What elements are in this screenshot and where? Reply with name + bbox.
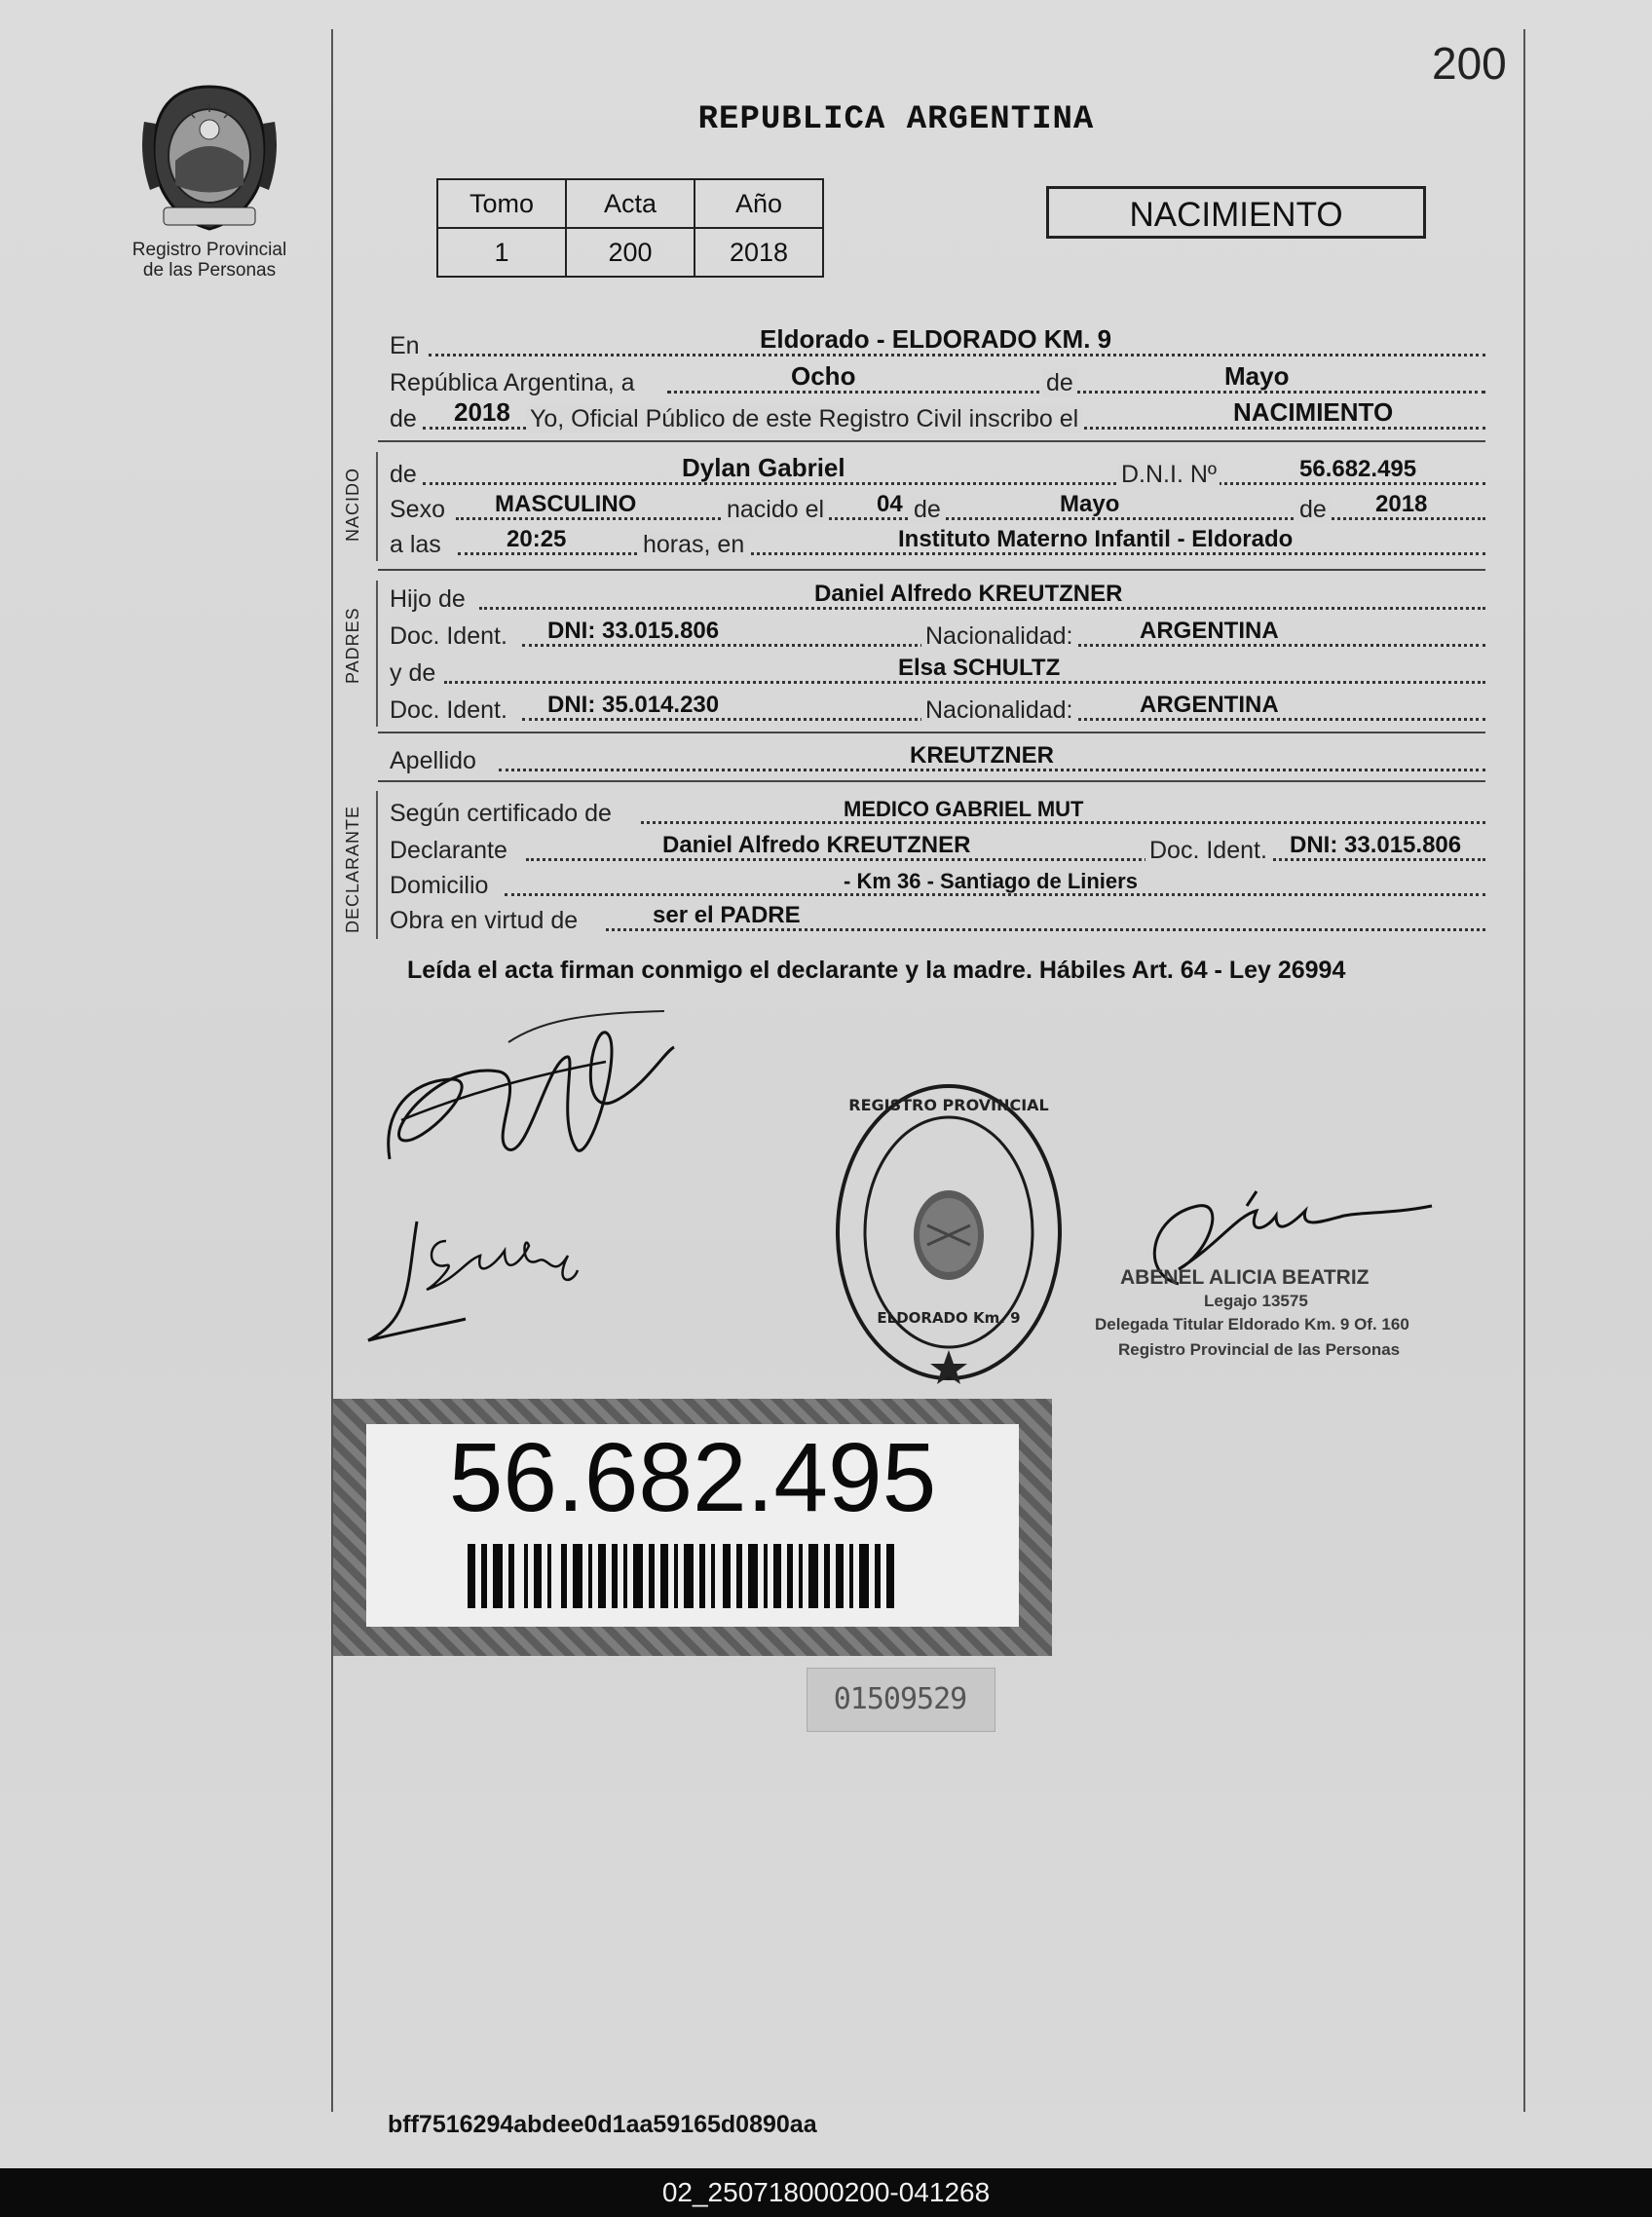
declarante-row-address (390, 867, 1485, 902)
place-value: Eldorado - ELDORADO KM. 9 (760, 324, 1112, 354)
padres-row-father (390, 581, 1485, 616)
declarante-row-cert (390, 795, 1485, 830)
reason-value: ser el PADRE (653, 902, 801, 928)
intro-row-year (390, 397, 1485, 435)
label-inscribo: Yo, Oficial Público de este Registro Civil inscribo el (526, 405, 1082, 433)
logo-caption-line2: de las Personas (142, 260, 277, 281)
label-declarante: Declarante (390, 837, 507, 864)
label-doc-ident: Doc. Ident. (1145, 837, 1271, 865)
label-apellido: Apellido (390, 747, 476, 774)
registry-header-tomo: Tomo (437, 179, 566, 228)
month-value: Mayo (1224, 361, 1290, 391)
sex-value: MASCULINO (495, 491, 637, 517)
label-nacionalidad: Nacionalidad: (921, 622, 1077, 651)
birth-month-value: Mayo (1060, 491, 1120, 517)
mother-signature (358, 1212, 582, 1344)
nacido-row-name (390, 453, 1485, 491)
label-sexo: Sexo (390, 496, 445, 523)
label-horas: horas, en (639, 531, 748, 559)
intro-row-date (390, 361, 1485, 399)
right-margin-line (1523, 29, 1525, 2112)
label-de-name: de (390, 461, 417, 488)
section-bracket (376, 791, 378, 939)
mother-doc-value: DNI: 35.014.230 (547, 692, 720, 718)
registry-value-tomo: 1 (437, 228, 566, 277)
label-doc-ident: Doc. Ident. (390, 696, 507, 724)
label-nacido-el: nacido el (723, 496, 828, 524)
day-value: Ocho (791, 361, 856, 391)
apellido-row (390, 742, 1485, 777)
registry-header-acta: Acta (566, 179, 695, 228)
label-de: de (1042, 369, 1077, 397)
mother-name-value: Elsa SCHULTZ (898, 655, 1061, 681)
svg-text:REGISTRO PROVINCIAL: REGISTRO PROVINCIAL (848, 1096, 1049, 1114)
logo-caption (107, 240, 312, 281)
birth-time-value: 20:25 (507, 526, 567, 552)
label-en: En (390, 332, 420, 359)
legal-text: Leída el acta firman conmigo el declarante y la madre. Hábiles Art. 64 - Ley 26994 (407, 957, 1346, 984)
child-dni-value: 56.682.495 (1299, 456, 1417, 482)
section-label-declarante: DECLARANTE (343, 805, 362, 933)
section-bracket (376, 581, 378, 727)
label-domicilio: Domicilio (390, 872, 489, 899)
section-label-padres: PADRES (343, 607, 362, 684)
father-nationality-value: ARGENTINA (1140, 618, 1279, 644)
official-name: ABENEL ALICIA BEATRIZ (1120, 1266, 1370, 1289)
label-doc-ident: Doc. Ident. (390, 622, 507, 650)
registry-value-row (437, 228, 823, 277)
address-value: - Km 36 - Santiago de Liniers (844, 869, 1138, 893)
registry-header-anio: Año (695, 179, 823, 228)
label-dni: D.N.I. Nº (1118, 461, 1220, 489)
official-registry: Registro Provincial de las Personas (1118, 1340, 1401, 1359)
certificate-value: MEDICO GABRIEL MUT (844, 797, 1084, 821)
footer-id: 02_250718000200-041268 (661, 2177, 991, 2207)
label-y-de: y de (390, 659, 436, 687)
mother-nationality-value: ARGENTINA (1140, 692, 1279, 718)
document-hash: bff7516294abdee0d1aa59165d0890aa (388, 2111, 817, 2138)
record-type-box: NACIMIENTO (1046, 186, 1426, 239)
svg-text:ELDORADO Km. 9: ELDORADO Km. 9 (877, 1309, 1021, 1327)
left-margin-line (331, 29, 333, 2112)
province-crest-logo (136, 83, 282, 234)
registry-value-acta: 200 (566, 228, 695, 277)
label-de-month: de (910, 496, 945, 524)
section-divider (378, 440, 1485, 442)
label-nacionalidad: Nacionalidad: (921, 696, 1077, 725)
padres-row-mother-doc (390, 692, 1485, 727)
padres-row-mother (390, 655, 1485, 690)
section-label-nacido: NACIDO (343, 467, 362, 542)
surname-value: KREUTZNER (910, 742, 1054, 769)
section-divider (378, 569, 1485, 571)
birth-day-value: 04 (877, 491, 903, 517)
event-value: NACIMIENTO (1233, 397, 1394, 427)
registry-header-row (437, 179, 823, 228)
official-title: Delegada Titular Eldorado Km. 9 Of. 160 (1095, 1315, 1409, 1334)
barcode-bars (468, 1544, 896, 1608)
label-hijo-de: Hijo de (390, 585, 466, 613)
birth-place-value: Instituto Materno Infantil - Eldorado (898, 526, 1294, 552)
section-divider (378, 732, 1485, 733)
padres-row-father-doc (390, 618, 1485, 653)
child-name-value: Dylan Gabriel (682, 453, 845, 482)
declarant-name-value: Daniel Alfredo KREUTZNER (662, 832, 971, 858)
year-value: 2018 (454, 397, 510, 427)
page-number: 200 (1432, 38, 1507, 89)
nacido-row-time (390, 526, 1485, 561)
label-de-year: de (390, 405, 417, 432)
birth-year-value: 2018 (1375, 491, 1428, 517)
logo-caption-line1: Registro Provincial (131, 240, 287, 260)
registry-stamp (830, 1079, 1068, 1385)
official-legajo: Legajo 13575 (1204, 1292, 1308, 1310)
father-doc-value: DNI: 33.015.806 (547, 618, 720, 644)
serial-number: 01509529 (833, 1682, 967, 1716)
declarant-signature (382, 1003, 684, 1169)
registry-table (436, 178, 824, 278)
label-de-year2: de (1295, 496, 1331, 524)
father-name-value: Daniel Alfredo KREUTZNER (814, 581, 1123, 607)
intro-row-place (390, 324, 1485, 362)
declarante-row-name (390, 832, 1485, 867)
declarante-row-reason (390, 902, 1485, 937)
declarant-doc-value: DNI: 33.015.806 (1290, 832, 1462, 858)
label-obra-en-virtud: Obra en virtud de (390, 907, 579, 934)
nacido-row-sex (390, 491, 1485, 526)
label-a-las: a las (390, 531, 441, 558)
label-segun-certificado: Según certificado de (390, 800, 612, 827)
registry-value-anio: 2018 (695, 228, 823, 277)
section-bracket (376, 452, 378, 561)
document-title: REPUBLICA ARGENTINA (697, 101, 1095, 138)
label-republica: República Argentina, a (390, 369, 635, 396)
section-divider (378, 780, 1485, 782)
barcode-number: 56.682.495 (448, 1423, 937, 1532)
